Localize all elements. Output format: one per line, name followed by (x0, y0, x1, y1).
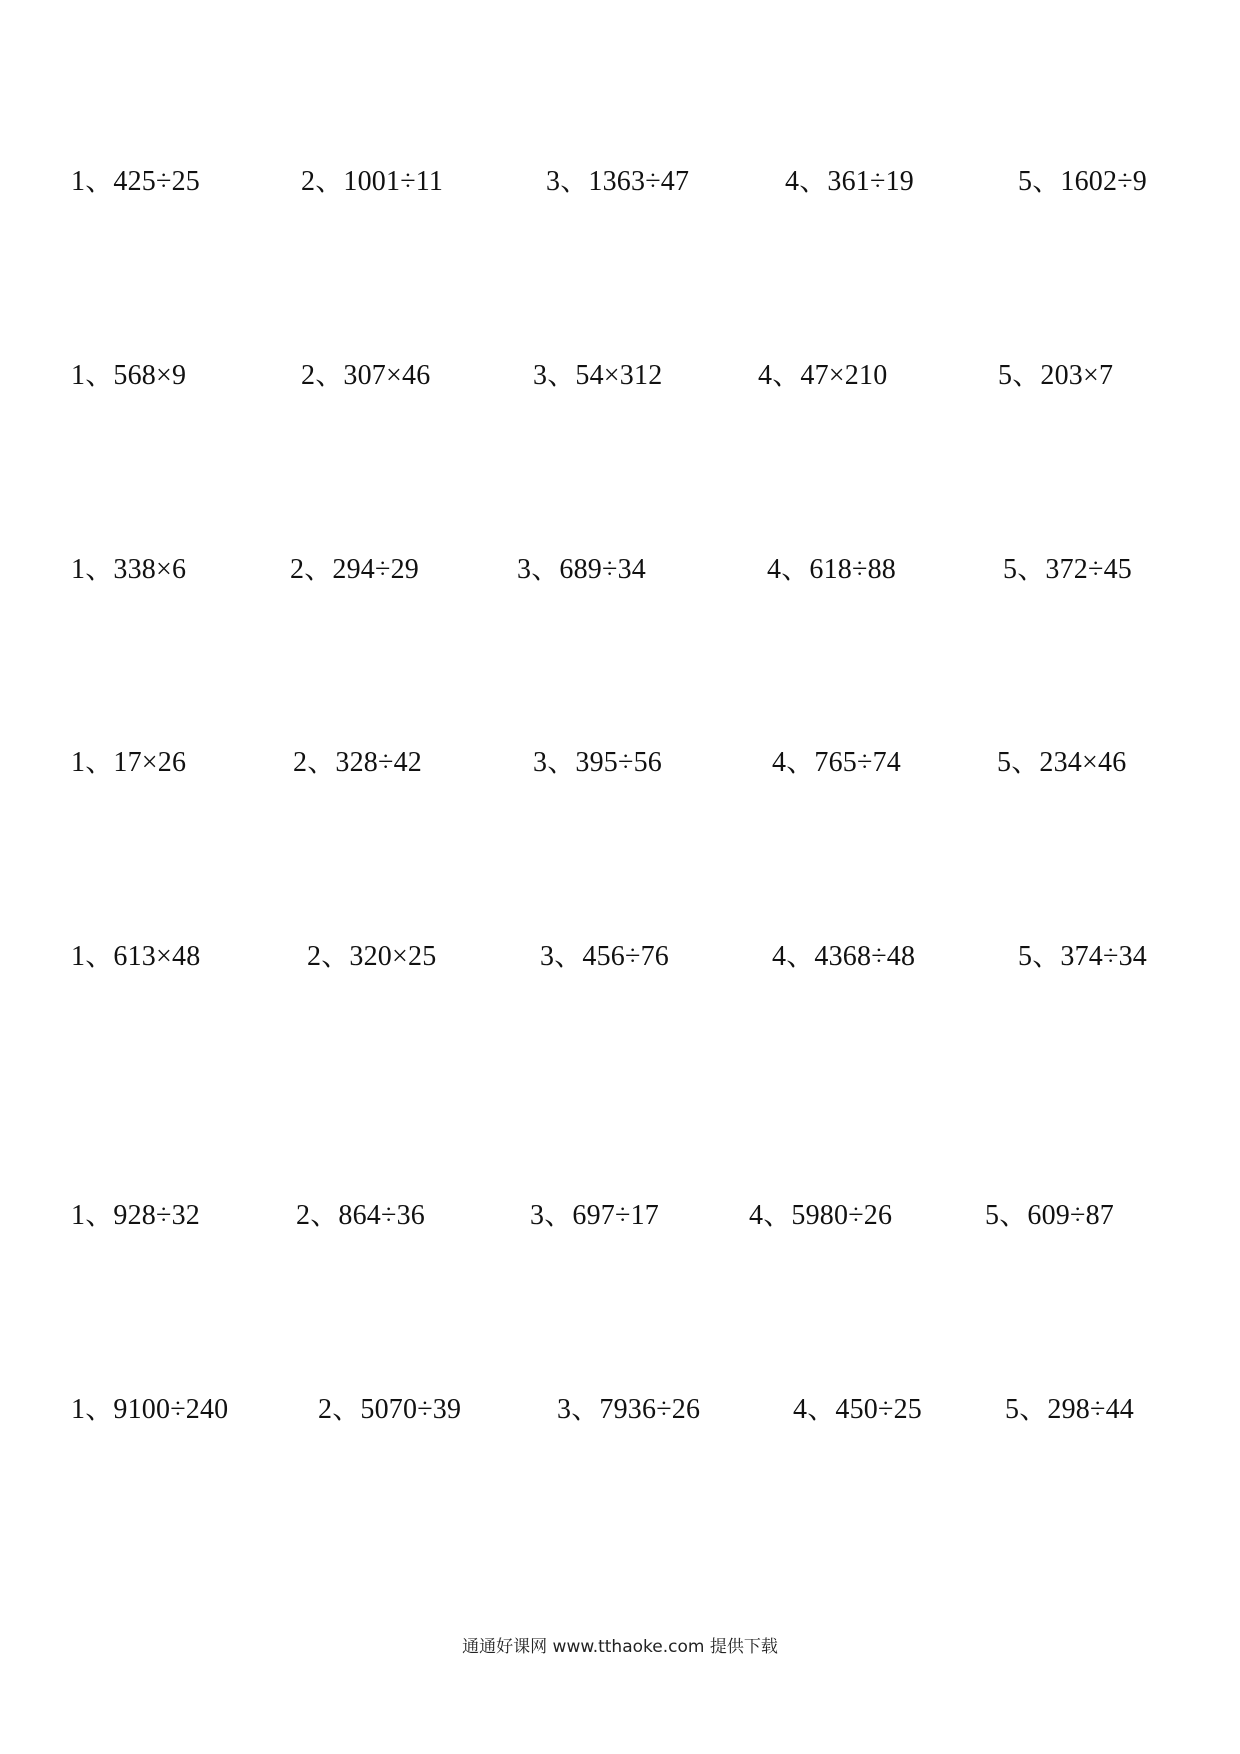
problem-row-7 (0, 1390, 1240, 1430)
problem-3-3: 3、689÷34 (517, 554, 646, 585)
problem-3-1: 1、338×6 (71, 554, 187, 585)
problem-2-5: 5、203×7 (998, 360, 1114, 391)
problem-3-4: 4、618÷88 (767, 554, 896, 585)
problem-1-2: 2、1001÷11 (301, 166, 444, 197)
problem-5-2: 2、320×25 (307, 941, 437, 972)
problem-5-4: 4、4368÷48 (772, 941, 916, 972)
problem-7-2: 2、5070÷39 (318, 1394, 462, 1425)
problem-4-3: 3、395÷56 (533, 747, 662, 778)
problem-row-6 (0, 1196, 1240, 1236)
problem-3-2: 2、294÷29 (290, 554, 419, 585)
problem-4-4: 4、765÷74 (772, 747, 901, 778)
problem-2-2: 2、307×46 (301, 360, 431, 391)
problem-7-4: 4、450÷25 (793, 1394, 922, 1425)
problem-1-1: 1、425÷25 (71, 166, 200, 197)
problem-7-1: 1、9100÷240 (71, 1394, 229, 1425)
problem-4-5: 5、234×46 (997, 747, 1127, 778)
problem-4-2: 2、328÷42 (293, 747, 422, 778)
problem-row-4 (0, 743, 1240, 783)
problem-2-3: 3、54×312 (533, 360, 663, 391)
problem-6-4: 4、5980÷26 (749, 1200, 893, 1231)
problem-row-1 (0, 162, 1240, 202)
problem-6-2: 2、864÷36 (296, 1200, 425, 1231)
problem-row-5 (0, 937, 1240, 977)
problem-5-5: 5、374÷34 (1018, 941, 1147, 972)
problem-4-1: 1、17×26 (71, 747, 187, 778)
problem-2-4: 4、47×210 (758, 360, 888, 391)
problem-2-1: 1、568×9 (71, 360, 187, 391)
problem-3-5: 5、372÷45 (1003, 554, 1132, 585)
problem-row-3 (0, 550, 1240, 590)
footer-source-note: 通通好课网 www.tthaoke.com 提供下载 (462, 1637, 778, 1657)
problem-1-5: 5、1602÷9 (1018, 166, 1147, 197)
problem-1-3: 3、1363÷47 (546, 166, 690, 197)
problem-6-5: 5、609÷87 (985, 1200, 1114, 1231)
problem-5-3: 3、456÷76 (540, 941, 669, 972)
problem-1-4: 4、361÷19 (785, 166, 914, 197)
problem-6-3: 3、697÷17 (530, 1200, 659, 1231)
problem-7-5: 5、298÷44 (1005, 1394, 1134, 1425)
problem-6-1: 1、928÷32 (71, 1200, 200, 1231)
problem-5-1: 1、613×48 (71, 941, 201, 972)
problem-7-3: 3、7936÷26 (557, 1394, 701, 1425)
problem-row-2 (0, 356, 1240, 396)
